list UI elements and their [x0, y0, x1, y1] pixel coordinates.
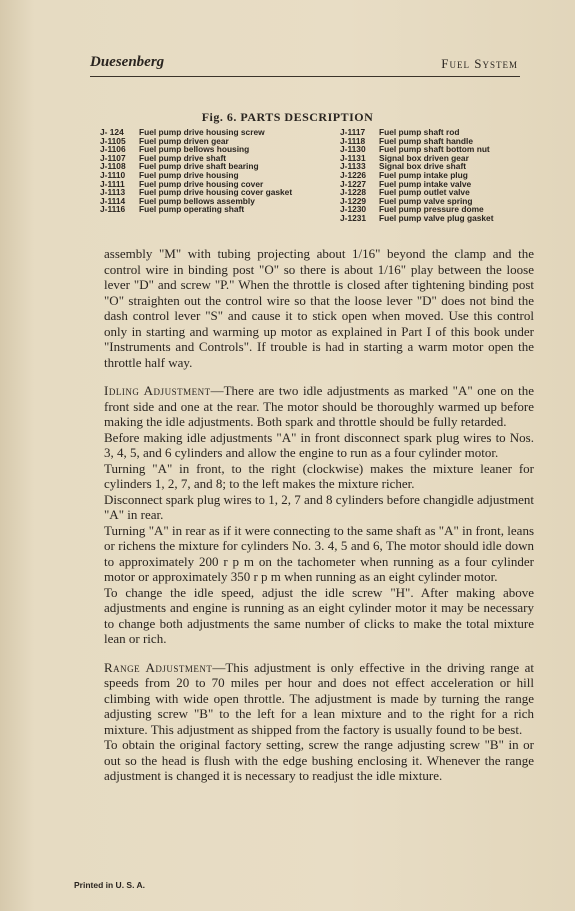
part-code: J-1229: [340, 195, 367, 206]
part-code: J-1230: [340, 204, 367, 215]
part-code: J-1227: [340, 178, 367, 189]
part-row: [100, 205, 330, 214]
part-description: Fuel pump intake valve: [379, 178, 472, 189]
part-code: J- 124: [100, 127, 124, 137]
part-description: Signal box driven gear: [379, 152, 469, 163]
part-code: J-1231: [340, 212, 367, 223]
part-code: J-1118: [340, 135, 366, 146]
idling-heading: Idling Adjustment: [104, 383, 211, 398]
part-description: Fuel pump drive housing cover: [139, 178, 264, 189]
part-code: J-1228: [340, 187, 367, 198]
part-description: Fuel pump shaft bottom nut: [379, 144, 490, 155]
part-description: Fuel pump bellows housing: [139, 144, 250, 155]
paragraph: To obtain the original factory setting, screw the range adjusting screw "B" in or out so the head is flush with the edge bushing enclosing it. Whenever the range adjustment is changed it is necessary to readjust the idle mixture.: [104, 737, 534, 783]
part-description: Fuel pump shaft handle: [379, 135, 473, 146]
part-code: J-1116: [100, 204, 126, 215]
range-text: —This adjustment is only effective in the driving range at speeds from 20 to 70 miles per hour and does not effect acceleration or hill climbing with wide open throttle. The adjustment is made by turning the range adjusting screw "B" to the left for a lean mixture and to the right for a rich mixture. This adjustment as shipped from the factory is usually found to be best.: [104, 659, 534, 737]
page-header: [90, 52, 520, 77]
parts-list-right: [340, 128, 540, 223]
paragraph: Before making idle adjustments "A" in front disconnect spark plug wires to Nos. 3, 4, 5, and 6 cylinders and allow the engine to run as a four cylinder motor.: [104, 429, 534, 460]
part-description: Fuel pump intake plug: [379, 169, 468, 180]
part-description: Signal box drive shaft: [379, 161, 467, 172]
part-code: J-1113: [100, 187, 126, 198]
part-description: Fuel pump drive shaft: [139, 152, 227, 163]
part-description: Fuel pump outlet valve: [379, 187, 470, 198]
section-title: Fuel System: [441, 56, 518, 71]
part-code: J-1117: [340, 127, 366, 137]
part-description: Fuel pump drive housing: [139, 169, 239, 180]
part-code: J-1130: [340, 144, 366, 155]
printed-note: Printed in U. S. A.: [74, 880, 145, 890]
part-description: Fuel pump valve plug gasket: [379, 212, 494, 223]
range-paragraph: [104, 660, 534, 738]
brand-name: Duesenberg: [90, 54, 165, 70]
idling-paragraph: [104, 383, 534, 430]
body-text: [104, 246, 534, 784]
paragraph: Disconnect spark plug wires to 1, 2, 7 and 8 cylinders before changidle adjustment "A" in rear.: [104, 491, 534, 522]
part-description: Fuel pump shaft rod: [379, 127, 460, 137]
part-code: J-1110: [100, 169, 126, 180]
part-description: Fuel pump valve spring: [379, 195, 473, 206]
part-description: Fuel pump driven gear: [139, 135, 229, 146]
part-code: J-1131: [340, 152, 366, 163]
part-description: Fuel pump bellows assembly: [139, 195, 255, 206]
idling-text: —There are two idle adjustments as marked "A" one on the front side and one at the rear. The motor should be thoroughly warmed up before making the idle adjustments. Both spark and throttle should be fully retarded.: [104, 383, 535, 429]
part-code: J-1108: [100, 161, 126, 172]
part-code: J-1107: [100, 152, 126, 163]
range-heading: Range Adjustment: [104, 659, 213, 675]
part-description: Fuel pump pressure dome: [379, 204, 484, 215]
figure-title: Fig. 6. PARTS DESCRIPTION: [201, 110, 374, 124]
parts-list-left: [100, 128, 330, 214]
part-row: [340, 214, 540, 223]
part-description: Fuel pump operating shaft: [139, 204, 245, 215]
part-description: Fuel pump drive shaft bearing: [139, 161, 259, 172]
part-code: J-1226: [340, 169, 367, 180]
part-code: J-1133: [340, 161, 366, 172]
part-description: Fuel pump drive housing cover gasket: [139, 187, 293, 198]
paragraph: To change the idle speed, adjust the idle screw "H". After making above adjustments and engine is running as an eight cylinder motor it may be necessary to change both adjustments the same number of clicks to make the total mixture lean or rich.: [104, 584, 534, 646]
paragraph: assembly "M" with tubing projecting about 1/16" beyond the clamp and the control wire in binding post "O" so there is about 1/16" play between the loose lever "D" and screw "P." When the throttle is closed after tightening binding post "O" straighten out the control wire so that the loose lever "D" does not bind the dash control lever "S" and cause it to stick open when moved. Use this control only in starting and warming up motor as explained in Part I of this book under "Instruments and Controls". If trouble is had in starting a warm motor open the throttle half way.: [104, 246, 534, 370]
part-code: J-1111: [100, 178, 125, 189]
part-code: J-1105: [100, 135, 126, 146]
part-code: J-1106: [100, 144, 126, 155]
paragraph: Turning "A" in rear as if it were connecting to the same shaft as "A" in front, leans or richens the mixture for cylinders No. 3. 4, 5 and 6, The motor should idle down to approximately 200 r p m on the tachometer when running as a four cylinder motor or approximately 350 r p m when running as an eight cylinder motor.: [104, 522, 534, 584]
paragraph: Turning "A" in front, to the right (clockwise) makes the mixture leaner for cylinders 1, 2, 7, and 8; to the left makes the mixture richer.: [104, 460, 534, 491]
part-code: J-1114: [100, 195, 126, 206]
part-description: Fuel pump drive housing screw: [139, 127, 265, 137]
